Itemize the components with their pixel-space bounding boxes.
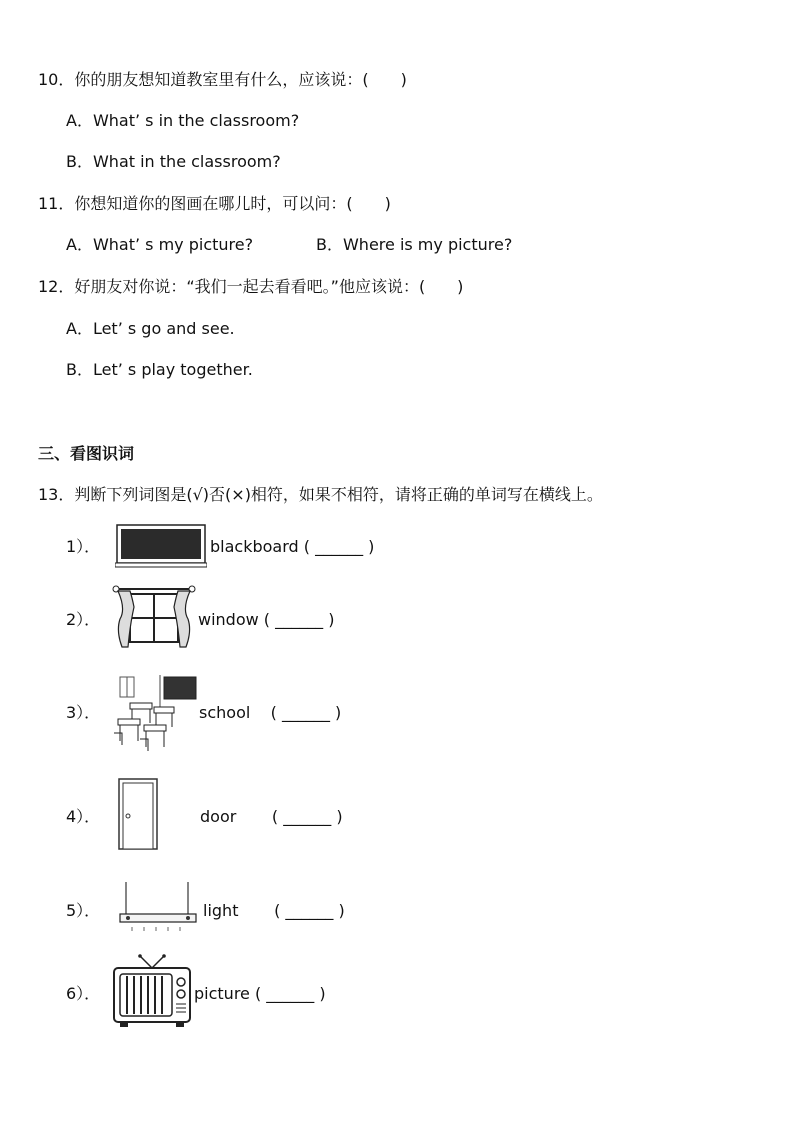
item-3-number: 3）． [66,703,101,722]
question-11-option-b: B．Where is my picture? [316,235,513,254]
item-6-number: 6）． [66,984,101,1003]
item-1-word: blackboard ( ______ ) [210,537,375,556]
window-icon [112,585,196,655]
section-3-heading: 三、看图识词 [38,444,135,463]
television-icon [112,954,192,1030]
question-12-option-b: B．Let’ s play together. [66,360,253,379]
question-11-title: 11．你想知道你的图画在哪儿时，可以问：( ) [38,194,391,213]
item-5-number: 5）． [66,901,101,920]
door-icon [118,778,158,850]
question-11-option-a: A．What’ s my picture? [66,235,254,254]
item-5-word: light ( ______ ) [203,901,345,920]
item-6-word: picture ( ______ ) [194,984,326,1003]
classroom-desks-icon [110,673,198,753]
question-13-title: 13．判断下列词图是(√)否(×)相符，如果不相符，请将正确的单词写在横线上。 [38,485,603,504]
question-10-title: 10．你的朋友想知道教室里有什么，应该说：( ) [38,70,407,89]
question-10-option-a: A．What’ s in the classroom? [66,111,300,130]
ceiling-light-icon [116,880,200,938]
item-2-number: 2）． [66,610,101,629]
item-4-word: door ( ______ ) [200,807,343,826]
blackboard-icon [115,523,207,569]
question-10-option-b: B．What in the classroom? [66,152,281,171]
item-4-number: 4）． [66,807,101,826]
question-12-title: 12．好朋友对你说：“我们一起去看看吧。”他应该说：( ) [38,277,464,296]
question-12-option-a: A．Let’ s go and see. [66,319,235,338]
item-2-word: window ( ______ ) [198,610,335,629]
item-1-number: 1）． [66,537,101,556]
item-3-word: school ( ______ ) [199,703,342,722]
